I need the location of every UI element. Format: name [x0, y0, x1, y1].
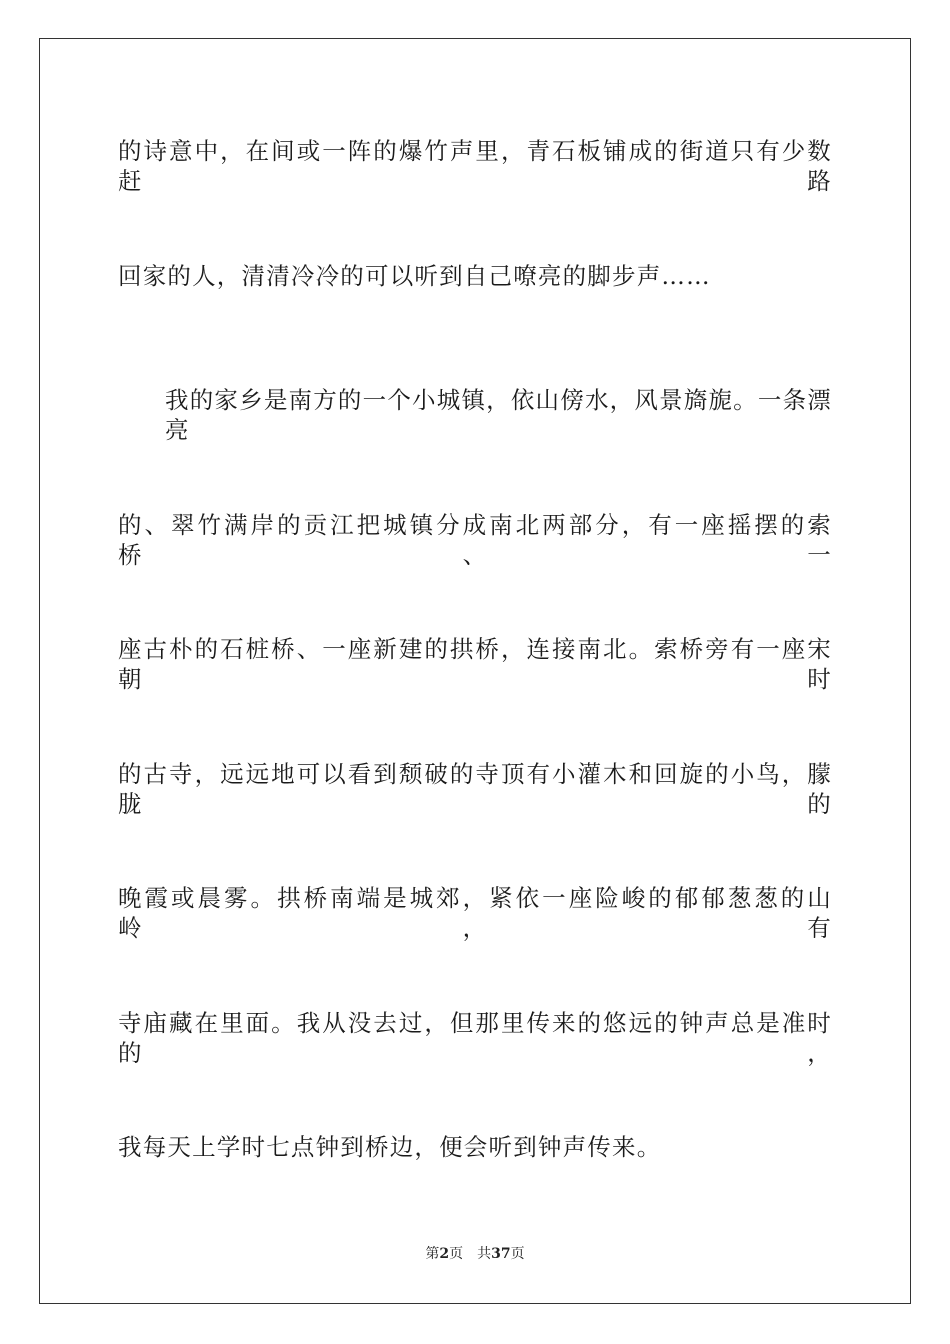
page-footer: [0, 1245, 950, 1263]
text-line-4: 的、翠竹满岸的贡江把城镇分成南北两部分，有一座摇摆的索桥、一: [118, 511, 832, 569]
paragraph-start-line: 我的家乡是南方的一个小城镇，依山傍水，风景旖旎。一条漂亮: [165, 386, 832, 444]
page-suffix: 页: [449, 1246, 464, 1262]
total-prefix: 共: [477, 1246, 492, 1262]
total-pages: 37: [491, 1246, 511, 1262]
text-line-2: 回家的人，清清冷冷的可以听到自己嘹亮的脚步声……: [118, 262, 711, 290]
page-number: 2: [439, 1246, 450, 1262]
text-line-9: 我每天上学时七点钟到桥边，便会听到钟声传来。: [118, 1133, 662, 1161]
text-line-8: 寺庙藏在里面。我从没去过，但那里传来的悠远的钟声总是准时的，: [118, 1009, 832, 1067]
text-line-7: 晚霞或晨雾。拱桥南端是城郊，紧依一座险峻的郁郁葱葱的山岭，有: [118, 884, 832, 942]
total-suffix: 页: [510, 1246, 525, 1262]
text-line-1: 的诗意中，在间或一阵的爆竹声里，青石板铺成的街道只有少数赶路: [118, 137, 832, 195]
page-prefix: 第: [425, 1246, 440, 1262]
text-line-6: 的古寺，远远地可以看到颓破的寺顶有小灌木和回旋的小鸟，朦胧的: [118, 760, 832, 818]
text-line-5: 座古朴的石桩桥、一座新建的拱桥，连接南北。索桥旁有一座宋朝时: [118, 635, 832, 693]
